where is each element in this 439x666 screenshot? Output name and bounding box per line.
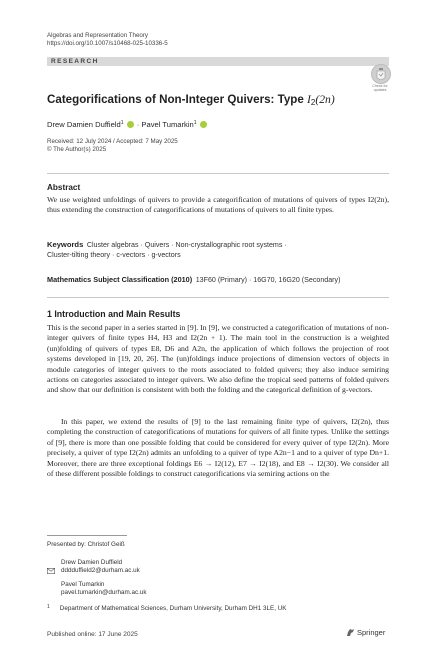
keywords-label: Keywords: [47, 240, 84, 249]
springer-horse-icon: [346, 628, 355, 637]
publisher-logo: Springer: [346, 628, 385, 637]
msc-label: Mathematics Subject Classification (2010): [47, 275, 193, 284]
copyright: © The Author(s) 2025: [47, 146, 107, 154]
msc-classification: [47, 275, 340, 284]
contact-author-1: [61, 559, 140, 575]
author-name[interactable]: Drew Damien Duffield: [47, 120, 121, 129]
divider: [47, 173, 389, 174]
author-name[interactable]: Pavel Tumarkin: [141, 120, 194, 129]
abstract-heading: Abstract: [47, 183, 81, 192]
contact-name: Pavel Tumarkin: [61, 581, 105, 588]
keywords-line2: Cluster-tilting theory · c-vectors · g-vectors: [47, 251, 181, 260]
affiliation: $^1$ Department of Mathematical Sciences, Durham University, Durham DH1 3LE, UK: [47, 604, 287, 612]
article-dates: [47, 138, 178, 155]
body-paragraph-1: This is the second paper in a series started in [9]. In [9], we constructed a categorification of mutations of non-integer quivers of finite types H4, H3 and I2(2n + 1). The main tool in the construction is a weighted (un)folding of quivers of types E8, D6 and A2n, the application of which follows the projection of root systems developed in [19, 20, 26]. The (un)foldings induce projections of dimension vectors of objects in module categories of integer quivers to the roots associated to folded quivers; they also induce semiring actions on categories associated to integer quivers. We also define the tropical seed patterns of folded quivers and show that our definition is consistent with both the folding and the categorical definition of g-vectors.: [47, 323, 389, 395]
contact-name: Drew Damien Duffield: [61, 559, 123, 566]
keywords: [47, 240, 389, 260]
presented-by: Presented by: Christof Geiß: [47, 541, 125, 548]
journal-doi[interactable]: https://doi.org/10.1007/s10468-025-10336-5: [47, 40, 168, 48]
journal-header: [47, 32, 168, 49]
published-online: Published online: 17 June 2025: [47, 631, 138, 638]
mail-icon: [47, 561, 55, 579]
paper-title: Categorifications of Non-Integer Quivers: Type I2(2n): [47, 93, 335, 107]
footnote-divider: [47, 535, 127, 536]
orcid-icon[interactable]: [127, 121, 134, 128]
check-for-updates-badge[interactable]: [366, 64, 394, 94]
abstract-text: We use weighted unfoldings of quivers to provide a categorification of mutations of quivers of types I2(2n), thus extending the construction of categorifications of mutations of quivers to all finite types.: [47, 195, 389, 215]
contact-email[interactable]: pavel.tumarkin@durham.ac.uk: [61, 589, 147, 596]
keywords-line1: Cluster algebras · Quivers · Non-crystallographic root systems ·: [86, 241, 287, 249]
msc-value: 13F60 (Primary) · 16G70, 16G20 (Secondary): [195, 276, 341, 284]
received-accepted: Received: 12 July 2024 / Accepted: 7 May 2025: [47, 138, 178, 145]
section-label-bar: [47, 57, 389, 66]
update-icon: [371, 64, 391, 84]
section-label: RESEARCH: [51, 58, 99, 65]
author-list: Drew Damien Duffield$^1$ · Pavel Tumarkin$^1$: [47, 120, 208, 129]
body-paragraph-2: In this paper, we extend the results of [9] to the last remaining finite type of quivers, I2(2n), thus completing the construction of categorifications of mutations for quivers of all finite types. Unlike the settings of [9], there is more than one possible folding that could be considered for every quiver of type I2(2n). More precisely, a quiver of type I2(2n) admits an unfolding to a quiver of type A2n−1 and to a quiver of type Dn+1. Moreover, there are three exceptional foldings E6 → I2(12), E7 → I2(18), and E8 → I2(30). We consider all of these different possible foldings to construct categorifications via semiring actions on the: [47, 417, 389, 479]
badge-text: Check for updates: [372, 84, 388, 93]
contact-email[interactable]: dddduffield2@durham.ac.uk: [61, 567, 140, 574]
section-heading: 1 Introduction and Main Results: [47, 309, 181, 319]
journal-name: Algebras and Representation Theory: [47, 32, 149, 39]
orcid-icon[interactable]: [200, 121, 207, 128]
divider: [47, 297, 389, 298]
contact-author-2: [61, 581, 147, 597]
